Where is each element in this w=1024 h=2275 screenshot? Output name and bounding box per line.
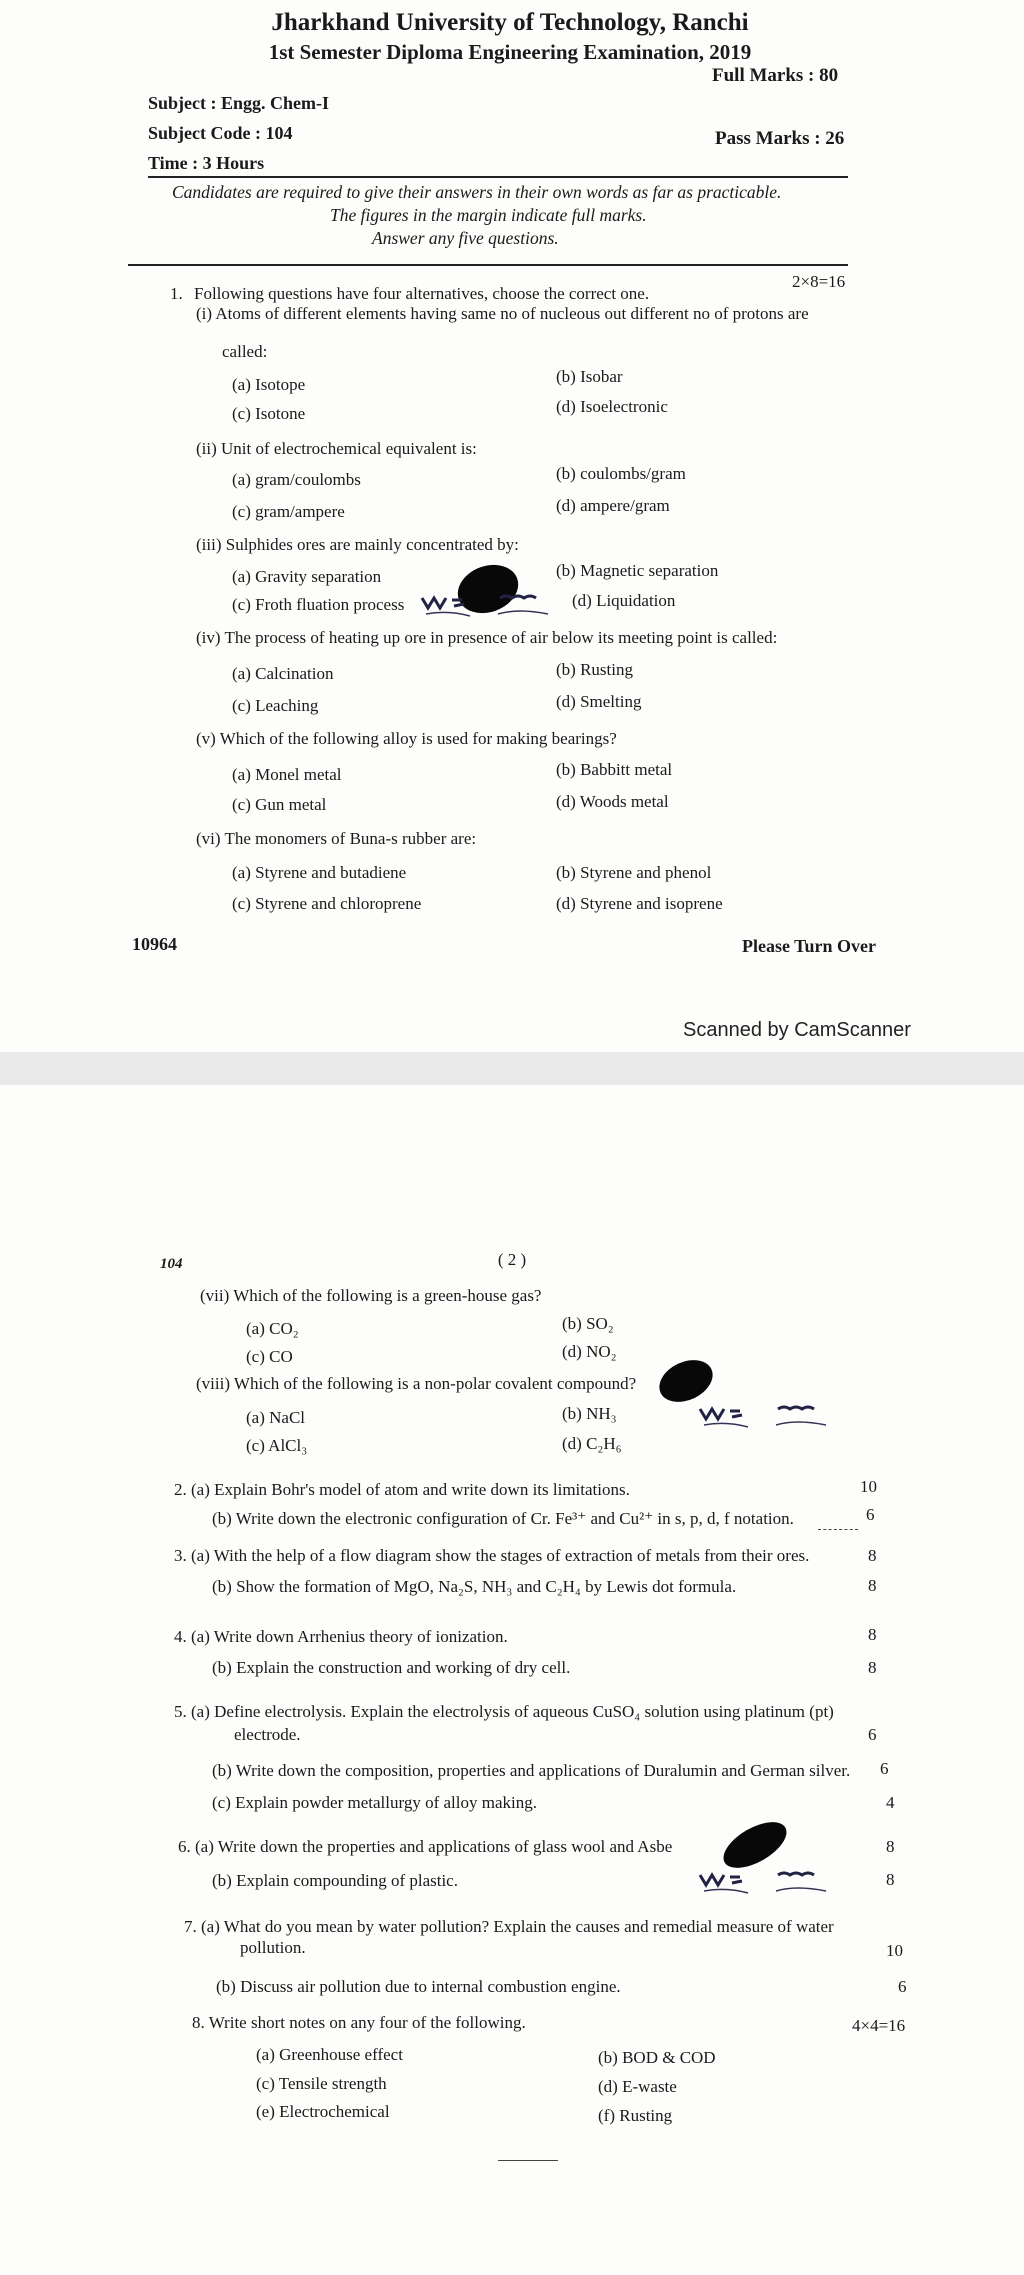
q1-viii-option-a: (a) NaCl xyxy=(246,1408,306,1427)
q3b-marks: 8 xyxy=(868,1576,877,1595)
q1-ii-option-a: (a) gram/coulombs xyxy=(232,470,361,489)
q7b-text: (b) Discuss air pollution due to internal combustion engine. xyxy=(216,1977,621,1996)
q1-iv-option-d: (d) Smelting xyxy=(556,692,642,711)
instruction-3: Answer any five questions. xyxy=(372,228,559,248)
exam-page-1 xyxy=(0,0,1024,1052)
q6b-text: (b) Explain compounding of plastic. xyxy=(212,1871,458,1890)
q7a-text-line1: 7. (a) What do you mean by water pollution? Explain the causes and remedial measure of water xyxy=(184,1917,834,1936)
q1-iv-option-a: (a) Calcination xyxy=(232,664,334,683)
q3a-text: 3. (a) With the help of a flow diagram show the stages of extraction of metals from their ores. xyxy=(174,1546,810,1565)
stamp-mark-icon xyxy=(696,1869,846,1897)
q3b-text: (b) Show the formation of MgO, Na₂S, NH₃ and C₂H₄ by Lewis dot formula. xyxy=(212,1577,737,1596)
q1-text: Following questions have four alternatives, choose the correct one. xyxy=(194,284,650,303)
q1-v-text: (v) Which of the following alloy is used for making bearings? xyxy=(196,729,617,748)
university-title: Jharkhand University of Technology, Ranchi xyxy=(271,9,749,36)
q1-i-text-line1: (i) Atoms of different elements having same no of nucleous out different no of protons are xyxy=(196,304,809,323)
q2b-text: (b) Write down the electronic configuration of Cr. Fe³⁺ and Cu²⁺ in s, p, d, f notation. xyxy=(212,1509,794,1528)
q7b-marks: 6 xyxy=(898,1977,907,1996)
stamp-mark-icon xyxy=(418,590,568,620)
q1-vii-option-a: (a) CO₂ xyxy=(246,1319,299,1338)
q1-viii-option-d: (d) C₂H₆ xyxy=(562,1434,622,1453)
q7a-text-line2: pollution. xyxy=(240,1938,306,1957)
q1-v-option-d: (d) Woods metal xyxy=(556,792,669,811)
underline-mark xyxy=(818,1529,858,1530)
q8-option-f: (f) Rusting xyxy=(598,2106,673,2125)
subject-label: Subject : Engg. Chem-I xyxy=(148,93,330,113)
q8-marks: 4×4=16 xyxy=(852,2016,906,2035)
q1-marks: 2×8=16 xyxy=(792,272,846,291)
footer-paper-code: 10964 xyxy=(132,934,177,954)
q1-ii-option-c: (c) gram/ampere xyxy=(232,502,345,521)
instruction-rule xyxy=(128,264,848,266)
instruction-2: The figures in the margin indicate full marks. xyxy=(330,205,647,225)
pass-marks: Pass Marks : 26 xyxy=(715,128,845,149)
q6b-marks: 8 xyxy=(886,1870,895,1889)
footer-please-turn-over: Please Turn Over xyxy=(742,936,876,956)
q1-i-option-b: (b) Isobar xyxy=(556,367,623,386)
q1-vi-text: (vi) The monomers of Buna-s rubber are: xyxy=(196,829,477,848)
q1-vi-option-d: (d) Styrene and isoprene xyxy=(556,894,723,913)
q4b-marks: 8 xyxy=(868,1658,877,1677)
q1-vi-option-c: (c) Styrene and chloroprene xyxy=(232,894,422,913)
q5c-text: (c) Explain powder metallurgy of alloy making. xyxy=(212,1793,537,1812)
q8-option-a: (a) Greenhouse effect xyxy=(256,2045,403,2064)
q1-v-option-b: (b) Babbitt metal xyxy=(556,760,673,779)
q8-option-c: (c) Tensile strength xyxy=(256,2074,387,2093)
ink-blot xyxy=(716,1813,794,1877)
time-label: Time : 3 Hours xyxy=(148,153,265,173)
q4a-marks: 8 xyxy=(868,1625,877,1644)
ink-blot xyxy=(653,1352,720,1410)
q4a-text: 4. (a) Write down Arrhenius theory of ionization. xyxy=(174,1627,508,1646)
camscanner-watermark: Scanned by CamScanner xyxy=(683,1019,911,1041)
q1-iii-option-c: (c) Froth fluation process xyxy=(232,595,405,614)
q8-option-b: (b) BOD & COD xyxy=(598,2048,716,2067)
q1-vii-option-c: (c) CO xyxy=(246,1347,293,1366)
exam-title: 1st Semester Diploma Engineering Examination, 2019 xyxy=(268,40,752,64)
q1-iv-option-b: (b) Rusting xyxy=(556,660,633,679)
q1-iii-text: (iii) Sulphides ores are mainly concentrated by: xyxy=(196,535,519,554)
page2-number: ( 2 ) xyxy=(497,1250,527,1269)
instruction-1: Candidates are required to give their answers in their own words as far as practicable. xyxy=(172,182,782,202)
q1-ii-option-d: (d) ampere/gram xyxy=(556,496,670,515)
q1-ii-text: (ii) Unit of electrochemical equivalent is: xyxy=(196,439,477,458)
stamp-mark-icon xyxy=(696,1403,846,1431)
q1-v-option-c: (c) Gun metal xyxy=(232,795,327,814)
q4b-text: (b) Explain the construction and working of dry cell. xyxy=(212,1658,571,1677)
full-marks: Full Marks : 80 xyxy=(712,65,839,86)
q1-vi-option-a: (a) Styrene and butadiene xyxy=(232,863,407,882)
q1-iii-option-b: (b) Magnetic separation xyxy=(556,561,719,580)
q1-i-option-c: (c) Isotone xyxy=(232,404,306,423)
q1-number: 1. xyxy=(170,284,183,303)
q1-vii-option-d: (d) NO₂ xyxy=(562,1342,617,1361)
page2-paper-code: 104 xyxy=(160,1256,183,1272)
q5a-marks: 6 xyxy=(868,1725,877,1744)
q7a-marks: 10 xyxy=(886,1941,903,1960)
q1-iii-option-a: (a) Gravity separation xyxy=(232,567,382,586)
q1-i-option-a: (a) Isotope xyxy=(232,375,306,394)
q1-viii-option-c: (c) AlCl₃ xyxy=(246,1436,308,1455)
q1-vii-option-b: (b) SO₂ xyxy=(562,1314,614,1333)
q1-viii-option-b: (b) NH₃ xyxy=(562,1404,617,1423)
q1-v-option-a: (a) Monel metal xyxy=(232,765,342,784)
q1-ii-option-b: (b) coulombs/gram xyxy=(556,464,686,483)
exam-page-2 xyxy=(0,1085,1024,2275)
q2a-text: 2. (a) Explain Bohr's model of atom and write down its limitations. xyxy=(174,1480,630,1499)
q3a-marks: 8 xyxy=(868,1546,877,1565)
q1-iv-option-c: (c) Leaching xyxy=(232,696,319,715)
q5c-marks: 4 xyxy=(886,1793,895,1812)
q2b-marks: 6 xyxy=(866,1505,875,1524)
q8-text: 8. Write short notes on any four of the following. xyxy=(192,2013,526,2032)
header-rule xyxy=(148,176,848,178)
q1-i-option-d: (d) Isoelectronic xyxy=(556,397,668,416)
q1-viii-text: (viii) Which of the following is a non-polar covalent compound? xyxy=(196,1374,637,1393)
q1-i-text-line2: called: xyxy=(222,342,268,361)
q5a-text-line1: 5. (a) Define electrolysis. Explain the electrolysis of aqueous CuSO₄ solution using platinum (pt) xyxy=(174,1702,834,1721)
q1-iv-text: (iv) The process of heating up ore in presence of air below its meeting point is called: xyxy=(196,628,778,647)
q1-vii-text: (vii) Which of the following is a green-house gas? xyxy=(200,1286,542,1305)
q8-option-e: (e) Electrochemical xyxy=(256,2102,390,2121)
q5b-marks: 6 xyxy=(880,1759,889,1778)
end-rule xyxy=(498,2160,558,2161)
q6a-marks: 8 xyxy=(886,1837,895,1856)
q1-vi-option-b: (b) Styrene and phenol xyxy=(556,863,712,882)
q5b-text: (b) Write down the composition, properties and applications of Duralumin and German silver. xyxy=(212,1761,851,1780)
q2a-marks: 10 xyxy=(860,1477,877,1496)
q1-iii-option-d: (d) Liquidation xyxy=(572,591,676,610)
q6a-text: 6. (a) Write down the properties and applications of glass wool and Asbe xyxy=(178,1837,673,1856)
q8-option-d: (d) E-waste xyxy=(598,2077,677,2096)
q5a-text-line2: electrode. xyxy=(234,1725,301,1744)
subject-code: Subject Code : 104 xyxy=(148,123,293,143)
